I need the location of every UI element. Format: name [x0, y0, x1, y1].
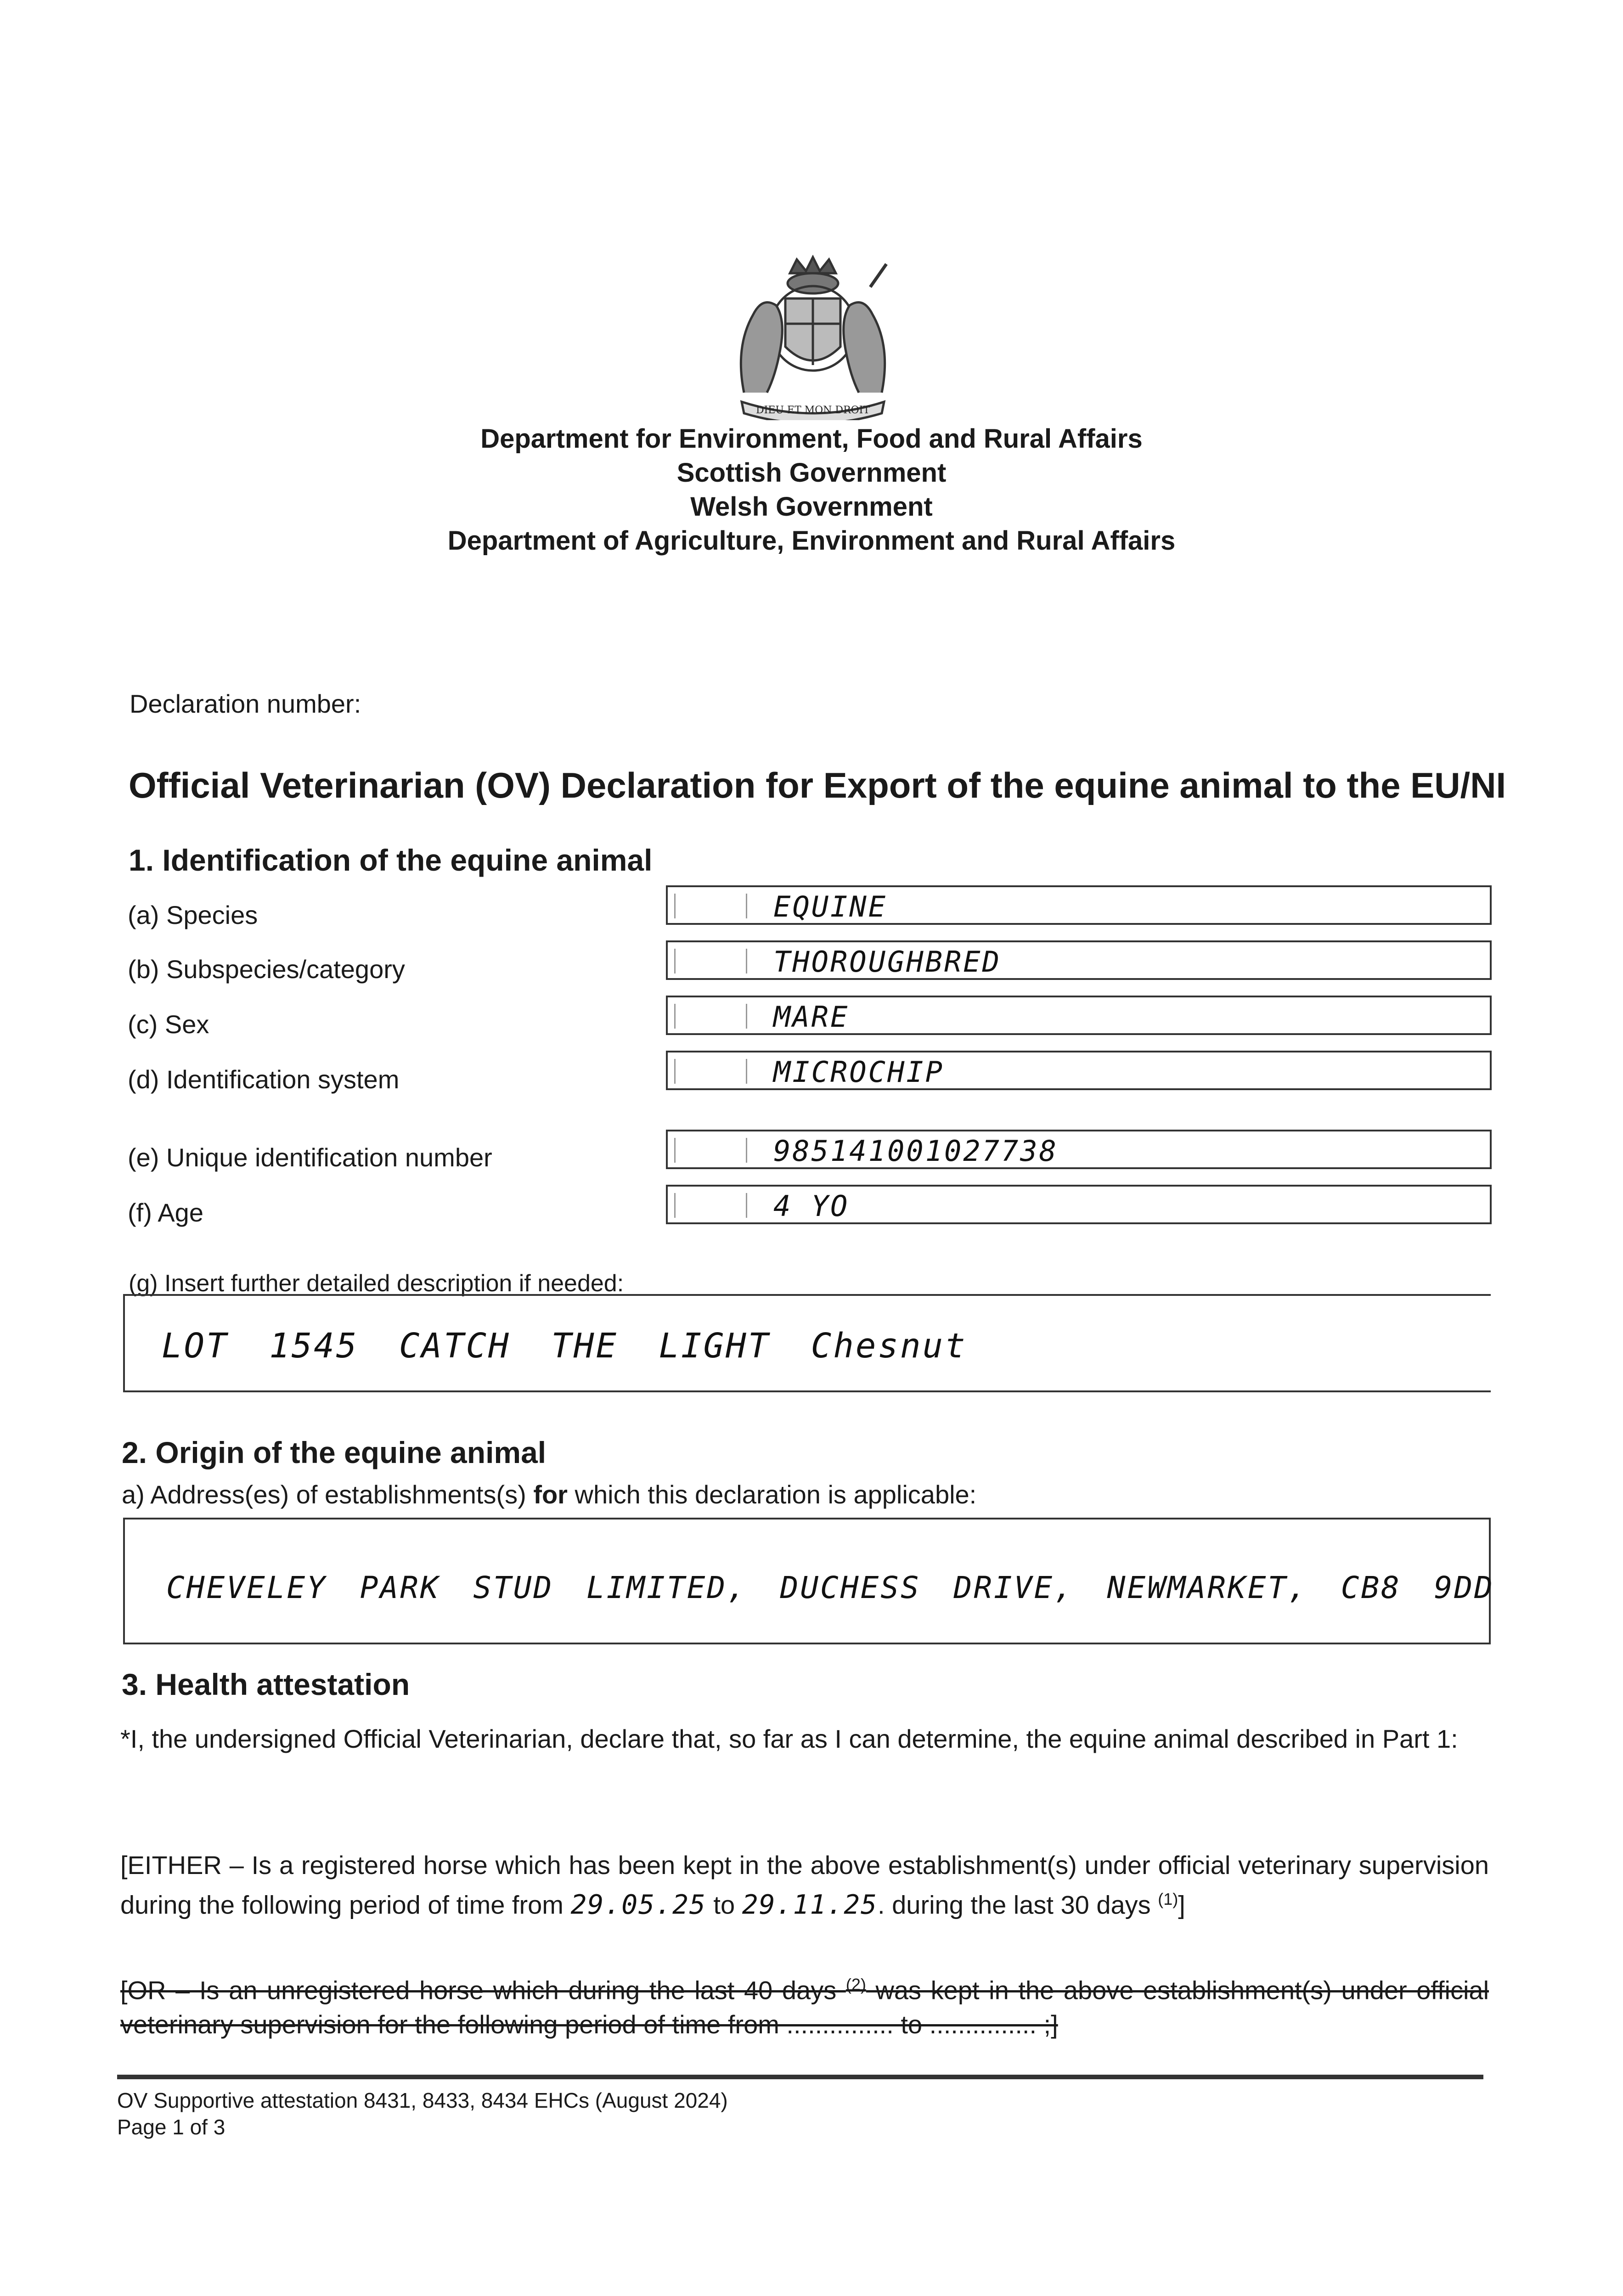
svg-text:DIEU ET MON DROIT: DIEU ET MON DROIT [755, 405, 870, 416]
sex-value: MARE [773, 1000, 850, 1034]
description-label: (g) Insert further detailed description if needed: [129, 1270, 624, 1297]
footer-form-reference: OV Supportive attestation 8431, 8433, 8434 EHCs (August 2024) [117, 2088, 728, 2112]
species-field[interactable] [666, 885, 1492, 925]
document-title: Official Veterinarian (OV) Declaration for Export of the equine animal to the EU/NI [129, 765, 1506, 805]
sex-field[interactable] [666, 996, 1492, 1035]
age-value: 4 YO [773, 1189, 850, 1223]
uid-field[interactable] [666, 1130, 1492, 1169]
attestation-intro: *I, the undersigned Official Veterinarian, declare that, so far as I can determine, the equine animal described in Part 1: [120, 1724, 1458, 1753]
section-2-heading: 2. Origin of the equine animal [122, 1435, 547, 1469]
section-3-heading: 3. Health attestation [122, 1667, 410, 1701]
attestation-either-clause: [EITHER – Is a registered horse which has been kept in the above establishment(s) under official veterinary supervision during the following period of time from 29.05.25 to 29.11.25. during the last 30 days $^{(1)}$] [120, 1851, 1489, 1920]
species-value: EQUINE [773, 890, 887, 923]
declaration-number-label: Declaration number: [130, 689, 361, 718]
period-to-value: 29.11.25 [742, 1889, 878, 1920]
identification-system-field[interactable] [666, 1051, 1492, 1090]
period-from-value: 29.05.25 [570, 1889, 706, 1920]
description-box[interactable] [123, 1294, 1491, 1392]
agency-welsh-government: Welsh Government [690, 492, 933, 522]
subspecies-label: (b) Subspecies/category [128, 955, 405, 984]
address-value: CHEVELEY PARK STUD LIMITED, DUCHESS DRIVE, NEWMARKET, CB8 9DD [166, 1570, 1494, 1605]
uid-value: 985141001027738 [773, 1134, 1058, 1168]
sex-label: (c) Sex [128, 1010, 209, 1039]
identification-system-label: (d) Identification system [128, 1065, 400, 1094]
address-label: a) Address(es) of establishments(s) for which this declaration is applicable: [122, 1480, 977, 1509]
identification-system-value: MICROCHIP [773, 1055, 944, 1089]
address-box[interactable] [123, 1518, 1494, 1644]
subspecies-field[interactable] [666, 940, 1492, 980]
royal-coat-of-arms-logo [716, 255, 909, 420]
agency-daera: Department of Agriculture, Environment and Rural Affairs [447, 526, 1176, 556]
section-1-heading: 1. Identification of the equine animal [129, 843, 653, 877]
subspecies-value: THOROUGHBRED [773, 945, 1001, 979]
age-field[interactable] [666, 1185, 1492, 1224]
description-value: LOT 1545 CATCH THE LIGHT Chesnut [162, 1326, 967, 1366]
agency-defra: Department for Environment, Food and Rural Affairs [480, 424, 1143, 454]
footer-page-number: Page 1 of 3 [117, 2115, 225, 2139]
attestation-or-clause-struck: [OR – Is an unregistered horse which during the last 40 days $^{(2)}$ was kept in the above establishment(s) under official veterinary supervision for the following period of time from ............... to ............... ;] [120, 1975, 1489, 2039]
agency-scottish-government: Scottish Government [676, 458, 947, 488]
footer-divider [117, 2075, 1483, 2079]
uid-label: (e) Unique identification number [128, 1143, 492, 1172]
age-label: (f) Age [128, 1198, 203, 1227]
species-label: (a) Species [128, 900, 258, 929]
